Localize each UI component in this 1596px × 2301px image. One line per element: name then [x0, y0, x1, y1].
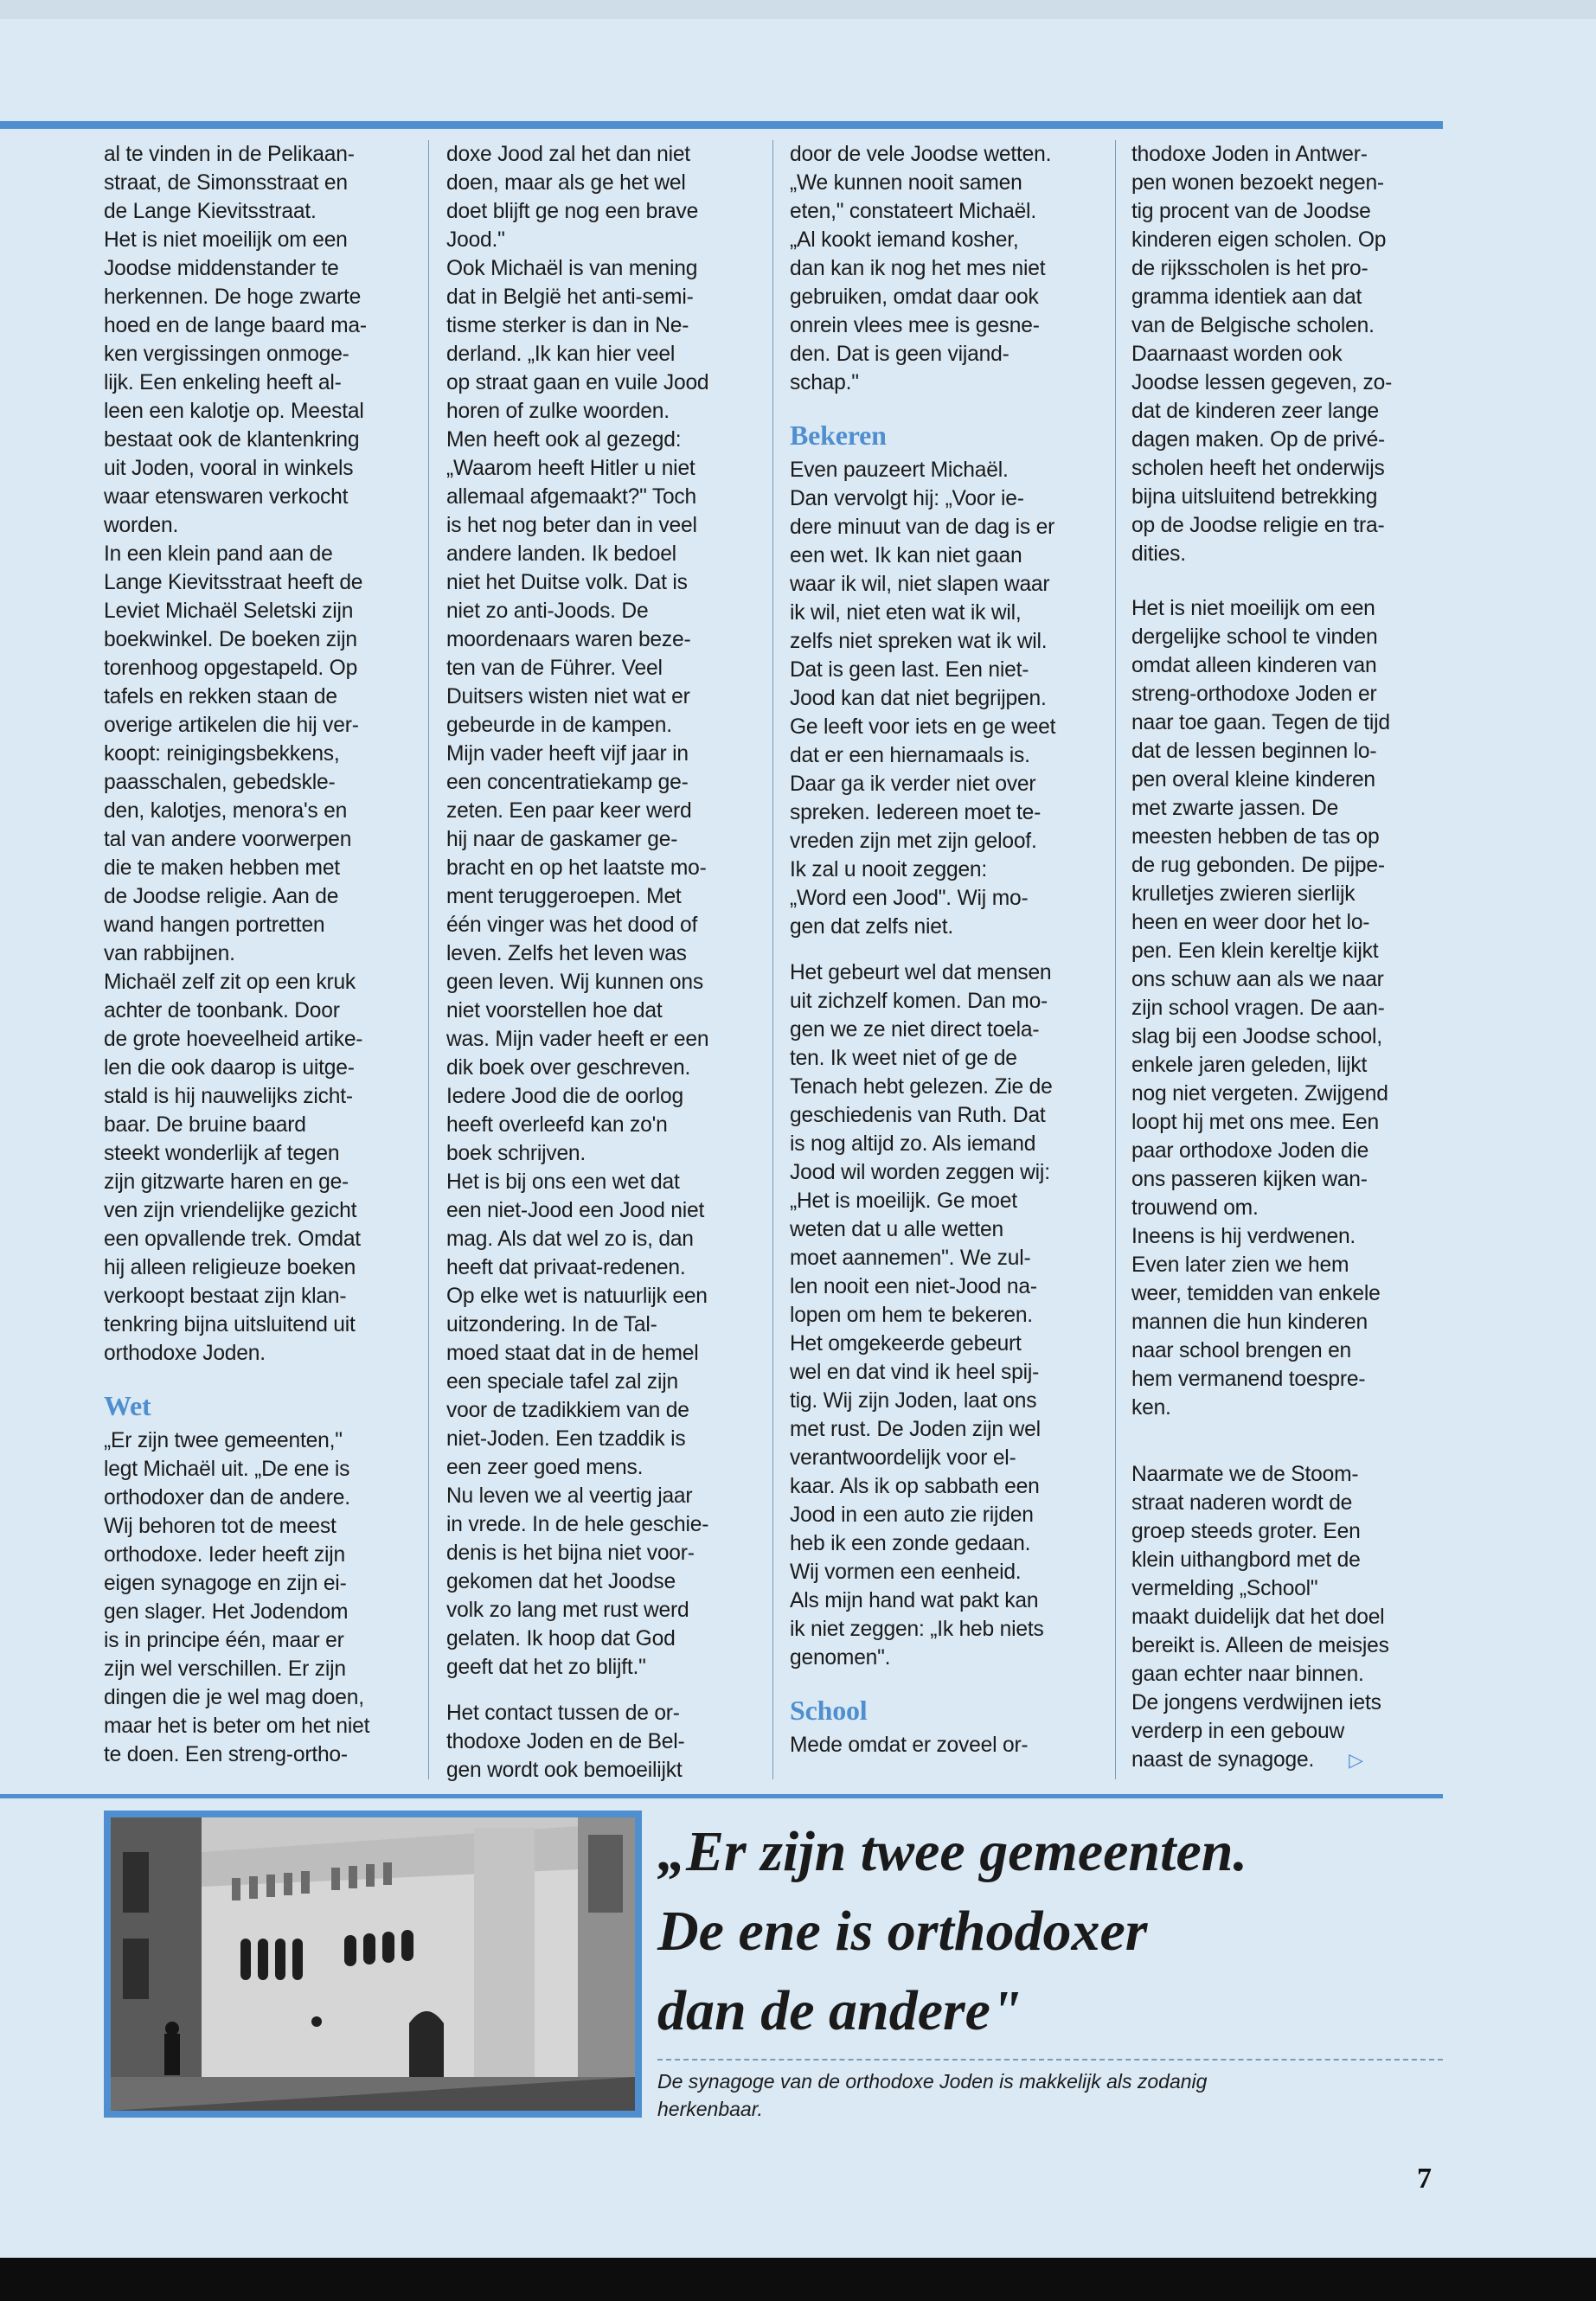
text-line: Nu leven we al veertig jaar	[446, 1484, 693, 1508]
text-line: gelaten. Ik hoop dat God	[446, 1627, 676, 1650]
text-line: niet voorstellen hoe dat	[446, 999, 663, 1022]
text-line: „Word een Jood". Wij mo-	[790, 887, 1029, 910]
text-line: koopt: reinigingsbekkens,	[104, 742, 340, 766]
text-line: op de Joodse religie en tra-	[1131, 514, 1385, 537]
text-line: zeten. Een paar keer werd	[446, 799, 692, 823]
text-line: straat naderen wordt de	[1131, 1491, 1353, 1515]
text-line: derland. „Ik kan hier veel	[446, 343, 676, 366]
text-line: ik wil, niet eten wat ik wil,	[790, 601, 1022, 625]
text-line: Op elke wet is natuurlijk een	[446, 1285, 708, 1308]
text-line: Even later zien we hem	[1131, 1253, 1349, 1277]
text-line: „Het is moeilijk. Ge moet	[790, 1189, 1017, 1213]
text-line: hij naar de gaskamer ge-	[446, 828, 678, 851]
text-line: spreken. Iedereen moet te-	[790, 801, 1042, 824]
text-line: moet aannemen". We zul-	[790, 1247, 1031, 1270]
text-line: moordenaars waren beze-	[446, 628, 691, 651]
text-line: tig. Wij zijn Joden, laat ons	[790, 1389, 1037, 1413]
column-divider	[428, 140, 429, 1779]
text-line: Als mijn hand wat pakt kan	[790, 1589, 1039, 1612]
text-line: dat de kinderen zeer lange	[1131, 400, 1380, 423]
pull-quote	[657, 1812, 1557, 2051]
subheading-school: School	[790, 1695, 868, 1726]
text-line: scholen heeft het onderwijs	[1131, 457, 1385, 480]
text-line: trouwend om.	[1131, 1196, 1259, 1220]
text-line: andere landen. Ik bedoel	[446, 542, 676, 566]
text-line: doxe Jood zal het dan niet	[446, 143, 690, 166]
text-line: Wij vormen een eenheid.	[790, 1561, 1022, 1584]
text-line: Ge leeft voor iets en ge weet	[790, 715, 1056, 739]
column-4-body	[1131, 140, 1447, 568]
text-line: maakt duidelijk dat het doel	[1131, 1606, 1385, 1629]
text-line: bestaat ook de klantenkring	[104, 428, 360, 452]
text-line: horen of zulke woorden.	[446, 400, 670, 423]
text-line: Duitsers wisten niet wat er	[446, 685, 690, 708]
text-line: de rug gebonden. De pijpe-	[1131, 854, 1385, 877]
text-line: gen dat zelfs niet.	[790, 915, 953, 939]
text-line: weten dat u alle wetten	[790, 1218, 1003, 1241]
text-line: uit Joden, vooral in winkels	[104, 457, 354, 480]
text-line: orthodoxer dan de andere.	[104, 1486, 350, 1509]
text-line: naast de synagoge. ▷	[1131, 1748, 1363, 1772]
text-line: klein uithangbord met de	[1131, 1548, 1361, 1572]
text-line: op straat gaan en vuile Jood	[446, 371, 709, 394]
text-line: uit zichzelf komen. Dan mo-	[790, 990, 1048, 1013]
text-line: Het omgekeerde gebeurt	[790, 1332, 1022, 1356]
text-line: genomen".	[790, 1646, 891, 1670]
text-line: heeft overleefd kan zo'n	[446, 1113, 668, 1137]
text-line: zijn school vragen. De aan-	[1131, 997, 1385, 1020]
text-line: Mede omdat er zoveel or-	[790, 1734, 1029, 1757]
text-line: bereikt is. Alleen de meisjes	[1131, 1634, 1389, 1657]
text-line: worden.	[104, 514, 179, 537]
text-line: pen overal kleine kinderen	[1131, 768, 1375, 792]
caption-line: De synagoge van de orthodoxe Joden is makkelijk als zodanig	[657, 2070, 1208, 2093]
text-line: uitzondering. In de Tal-	[446, 1313, 657, 1336]
text-line: dat de lessen beginnen lo-	[1131, 740, 1377, 763]
text-line: gramma identiek aan dat	[1131, 285, 1362, 309]
text-line: boekwinkel. De boeken zijn	[104, 628, 357, 651]
text-line: steekt wonderlijk af tegen	[104, 1142, 340, 1165]
text-line: verderp in een gebouw	[1131, 1720, 1345, 1743]
text-line: stald is hij nauwelijks zicht-	[104, 1085, 353, 1108]
subheading-wet: Wet	[104, 1390, 151, 1421]
text-line: zijn gitzwarte haren en ge-	[104, 1170, 349, 1194]
synagogue-illustration	[111, 1817, 635, 2111]
text-line: door de vele Joodse wetten.	[790, 143, 1052, 166]
text-line: mag. Als dat wel zo is, dan	[446, 1227, 694, 1251]
text-line: geschiedenis van Ruth. Dat	[790, 1104, 1046, 1127]
text-line: dan kan ik nog het mes niet	[790, 257, 1046, 280]
text-line: weer, temidden van enkele	[1131, 1282, 1381, 1305]
column-4-body-3	[1131, 1460, 1447, 1774]
text-line: denis is het bijna niet voor-	[446, 1541, 695, 1565]
article-column-1	[104, 140, 420, 1769]
text-line: eten," constateert Michaël.	[790, 200, 1036, 223]
text-line: al te vinden in de Pelikaan-	[104, 143, 355, 166]
text-line: orthodoxe. Ieder heeft zijn	[104, 1543, 345, 1567]
text-line: bijna uitsluitend betrekking	[1131, 485, 1378, 509]
caption-line: herkenbaar.	[657, 2098, 763, 2120]
column-3-body-4	[790, 1731, 1106, 1759]
text-line: orthodoxe Joden.	[104, 1342, 266, 1365]
text-line: legt Michaël uit. „De ene is	[104, 1458, 350, 1481]
photo-frame	[104, 1811, 642, 2118]
text-line: ons passeren kijken wan-	[1131, 1168, 1368, 1191]
text-line: een zeer goed mens.	[446, 1456, 644, 1479]
text-line: doen, maar als ge het wel	[446, 171, 686, 195]
continue-triangle-icon: ▷	[1349, 1749, 1363, 1771]
text-line: Het gebeurt wel dat mensen	[790, 961, 1052, 984]
article-column-3	[790, 140, 1106, 1759]
text-line: niet-Joden. Een tzaddik is	[446, 1427, 686, 1451]
text-line: dities.	[1131, 542, 1186, 566]
text-line: Ik zal u nooit zeggen:	[790, 858, 988, 881]
text-line: Ook Michaël is van mening	[446, 257, 698, 280]
column-2-body	[446, 140, 762, 1682]
text-line: naar toe gaan. Tegen de tijd	[1131, 711, 1390, 734]
text-line: niet het Duitse volk. Dat is	[446, 571, 688, 594]
text-line: een niet-Jood een Jood niet	[446, 1199, 705, 1222]
text-line: streng-orthodoxe Joden er	[1131, 683, 1377, 706]
pull-quote-line: dan de andere"	[657, 1979, 1022, 2042]
text-line: Het contact tussen de or-	[446, 1702, 680, 1725]
text-line: Joodse middenstander te	[104, 257, 339, 280]
mid-blue-rule	[0, 1794, 1443, 1798]
text-line: boek schrijven.	[446, 1142, 586, 1165]
text-line: de Lange Kievitsstraat.	[104, 200, 317, 223]
text-line: de Joodse religie. Aan de	[104, 885, 339, 908]
text-line: krulletjes zwieren sierlijk	[1131, 882, 1356, 906]
photo-caption	[657, 2067, 1436, 2123]
text-line: is het nog beter dan in veel	[446, 514, 697, 537]
text-line: de rijksscholen is het pro-	[1131, 257, 1368, 280]
text-line: wand hangen portretten	[104, 913, 325, 937]
text-line: paasschalen, gebedskle-	[104, 771, 336, 794]
text-line: overige artikelen die hij ver-	[104, 714, 359, 737]
text-line: torenhoog opgestapeld. Op	[104, 657, 358, 680]
column-3-body	[790, 140, 1106, 397]
text-line: een concentratiekamp ge-	[446, 771, 689, 794]
text-line: gen wordt ook bemoeilijkt	[446, 1759, 683, 1782]
text-line: waar ik wil, niet slapen waar	[790, 573, 1050, 596]
text-line: ten. Ik weet niet of ge de	[790, 1047, 1017, 1070]
text-line: Even pauzeert Michaël.	[790, 458, 1009, 482]
text-line: Tenach hebt gelezen. Zie de	[790, 1075, 1053, 1099]
text-line: naar school brengen en	[1131, 1339, 1352, 1362]
text-line: Het is bij ons een wet dat	[446, 1170, 680, 1194]
text-line: één vinger was het dood of	[446, 913, 698, 937]
text-line: „Er zijn twee gemeenten,"	[104, 1429, 343, 1452]
text-line: groep steeds groter. Een	[1131, 1520, 1361, 1543]
text-line: tenkring bijna uitsluitend uit	[104, 1313, 356, 1336]
text-line: verantwoordelijk voor el-	[790, 1446, 1016, 1470]
text-line: ven zijn vriendelijke gezicht	[104, 1199, 357, 1222]
text-line: Het is niet moeilijk om een	[1131, 597, 1375, 620]
text-line: geeft dat het zo blijft."	[446, 1656, 646, 1679]
text-line: gen slager. Het Jodendom	[104, 1600, 349, 1624]
text-line: allemaal afgemaakt?" Toch	[446, 485, 697, 509]
text-line: In een klein pand aan de	[104, 542, 333, 566]
text-line: onrein vlees mee is gesne-	[790, 314, 1040, 337]
text-line: verkoopt bestaat zijn klan-	[104, 1285, 347, 1308]
text-line: Wij behoren tot de meest	[104, 1515, 337, 1538]
text-line: herkennen. De hoge zwarte	[104, 285, 362, 309]
text-line: in vrede. In de hele geschie-	[446, 1513, 709, 1536]
text-line: dagen maken. Op de privé-	[1131, 428, 1386, 452]
text-line: len nooit een niet-Jood na-	[790, 1275, 1037, 1298]
text-line: met zwarte jassen. De	[1131, 797, 1339, 820]
text-line: baar. De bruine baard	[104, 1113, 306, 1137]
scan-bottom-edge	[0, 2258, 1596, 2301]
text-line: Men heeft ook al gezegd:	[446, 428, 682, 452]
pull-quote-line: „Er zijn twee gemeenten.	[657, 1820, 1247, 1883]
text-line: dik boek over geschreven.	[446, 1056, 691, 1080]
text-line: len die ook daarop is uitge-	[104, 1056, 355, 1080]
top-blue-rule	[0, 121, 1443, 129]
text-line: pen. Een klein kereltje kijkt	[1131, 939, 1379, 963]
text-line: vermelding „School"	[1131, 1577, 1318, 1600]
text-line: loopt hij met ons mee. Een	[1131, 1111, 1379, 1134]
text-line: schap."	[790, 371, 859, 394]
text-line: Daarnaast worden ook	[1131, 343, 1343, 366]
column-4-body-2	[1131, 594, 1447, 1422]
text-line: nog niet vergeten. Zwijgend	[1131, 1082, 1388, 1106]
text-line: tal van andere voorwerpen	[104, 828, 352, 851]
text-line: heb ik een zonde gedaan.	[790, 1532, 1031, 1555]
text-line: hem vermanend toespre-	[1131, 1368, 1366, 1391]
column-divider	[1115, 140, 1116, 1779]
text-line: dere minuut van de dag is er	[790, 516, 1055, 539]
text-line: vreden zijn met zijn geloof.	[790, 830, 1037, 853]
text-line: waar etenswaren verkocht	[104, 485, 349, 509]
text-line: Leviet Michaël Seletski zijn	[104, 599, 354, 623]
text-line: enkele jaren geleden, lijkt	[1131, 1054, 1368, 1077]
text-line: Dan vervolgt hij: „Voor ie-	[790, 487, 1024, 510]
text-line: Daar ga ik verder niet over	[790, 772, 1036, 796]
text-line: slag bij een Joodse school,	[1131, 1025, 1382, 1048]
text-line: gen we ze niet direct toela-	[790, 1018, 1040, 1042]
pull-quote-line: De ene is orthodoxer	[657, 1900, 1148, 1963]
scan-top-edge	[0, 0, 1596, 19]
text-line: Joodse lessen gegeven, zo-	[1131, 371, 1393, 394]
text-line: ment teruggeroepen. Met	[446, 885, 682, 908]
text-line: heeft dat privaat-redenen.	[446, 1256, 686, 1279]
text-line: leen een kalotje op. Meestal	[104, 400, 364, 423]
text-line: omdat alleen kinderen van	[1131, 654, 1377, 677]
text-line: dat in België het anti-semi-	[446, 285, 694, 309]
text-line: ten van de Führer. Veel	[446, 657, 663, 680]
text-line: mannen die hun kinderen	[1131, 1311, 1368, 1334]
text-line: achter de toonbank. Door	[104, 999, 340, 1022]
text-line: hij alleen religieuze boeken	[104, 1256, 356, 1279]
text-line: is nog altijd zo. Als iemand	[790, 1132, 1036, 1156]
text-line: pen wonen bezoekt negen-	[1131, 171, 1384, 195]
column-3-body-3	[790, 958, 1106, 1672]
text-line: De jongens verdwijnen iets	[1131, 1691, 1381, 1715]
article-column-2	[446, 140, 762, 1785]
text-line: dergelijke school te vinden	[1131, 625, 1378, 649]
text-line: een wet. Ik kan niet gaan	[790, 544, 1022, 567]
text-line: een opvallende trek. Omdat	[104, 1227, 361, 1251]
text-line: voor de tzadikkiem van de	[446, 1399, 689, 1422]
text-line: „We kunnen nooit samen	[790, 171, 1022, 195]
text-line: wel en dat vind ik heel spij-	[790, 1361, 1040, 1384]
text-line: eigen synagoge en zijn ei-	[104, 1572, 347, 1595]
text-line: den, kalotjes, menora's en	[104, 799, 348, 823]
text-line: Dat is geen last. Een niet-	[790, 658, 1029, 682]
article-column-4	[1131, 140, 1447, 1774]
text-line: bracht en op het laatste mo-	[446, 856, 707, 880]
text-line: Lange Kievitsstraat heeft de	[104, 571, 363, 594]
text-line: te doen. Een streng-ortho-	[104, 1743, 348, 1766]
text-line: paar orthodoxe Joden die	[1131, 1139, 1369, 1163]
text-line: die te maken hebben met	[104, 856, 340, 880]
text-line: Michaël zelf zit op een kruk	[104, 971, 356, 994]
subheading-bekeren: Bekeren	[790, 420, 887, 451]
text-line: kinderen eigen scholen. Op	[1131, 228, 1387, 252]
text-line: Het is niet moeilijk om een	[104, 228, 348, 252]
text-line: tig procent van de Joodse	[1131, 200, 1371, 223]
text-line: gekomen dat het Joodse	[446, 1570, 676, 1593]
text-line: van rabbijnen.	[104, 942, 235, 965]
text-line: leven. Zelfs het leven was	[446, 942, 687, 965]
text-line: kaar. Als ik op sabbath een	[790, 1475, 1040, 1498]
text-line: „Al kookt iemand kosher,	[790, 228, 1019, 252]
text-line: zelfs niet spreken wat ik wil.	[790, 630, 1048, 653]
text-line: zijn wel verschillen. Er zijn	[104, 1657, 346, 1681]
text-line: gaan echter naar binnen.	[1131, 1663, 1364, 1686]
text-line: doet blijft ge nog een brave	[446, 200, 699, 223]
text-line: gebeurde in de kampen.	[446, 714, 672, 737]
text-line: maar het is beter om het niet	[104, 1715, 370, 1738]
column-2-body-2	[446, 1699, 762, 1785]
text-line: een speciale tafel zal zijn	[446, 1370, 679, 1394]
text-line: ons schuw aan als we naar	[1131, 968, 1384, 991]
page-number: 7	[1417, 2163, 1432, 2195]
column-1-body-2	[104, 1426, 420, 1769]
text-line: Iedere Jood die de oorlog	[446, 1085, 683, 1108]
text-line: gebruiken, omdat daar ook	[790, 285, 1039, 309]
text-line: ik niet zeggen: „Ik heb niets	[790, 1618, 1044, 1641]
text-line: meesten hebben de tas op	[1131, 825, 1380, 849]
synagogue-photo	[111, 1817, 635, 2111]
text-line: Jood."	[446, 228, 505, 252]
text-line: was. Mijn vader heeft er een	[446, 1028, 709, 1051]
text-line: met rust. De Joden zijn wel	[790, 1418, 1041, 1441]
text-line: de grote hoeveelheid artike-	[104, 1028, 363, 1051]
text-line: moed staat dat in de hemel	[446, 1342, 699, 1365]
text-line: van de Belgische scholen.	[1131, 314, 1375, 337]
text-line: ken vergissingen onmoge-	[104, 343, 349, 366]
text-line: geen leven. Wij kunnen ons	[446, 971, 703, 994]
column-divider	[772, 140, 773, 1779]
text-line: den. Dat is geen vijand-	[790, 343, 1010, 366]
text-line: niet zo anti-Joods. De	[446, 599, 649, 623]
text-line: Mijn vader heeft vijf jaar in	[446, 742, 689, 766]
text-line: tisme sterker is dan in Ne-	[446, 314, 689, 337]
text-line: ken.	[1131, 1396, 1171, 1420]
text-line: lijk. Een enkeling heeft al-	[104, 371, 342, 394]
text-line: Jood in een auto zie rijden	[790, 1503, 1034, 1527]
text-line: hoed en de lange baard ma-	[104, 314, 367, 337]
text-line: is in principe één, maar er	[104, 1629, 344, 1652]
text-line: dat er een hiernamaals is.	[790, 744, 1030, 767]
column-3-body-2	[790, 456, 1106, 941]
text-line: dingen die je wel mag doen,	[104, 1686, 364, 1709]
text-line: „Waarom heeft Hitler u niet	[446, 457, 695, 480]
text-line: Jood kan dat niet begrijpen.	[790, 687, 1047, 710]
text-line: tafels en rekken staan de	[104, 685, 337, 708]
text-line: Jood wil worden zeggen wij:	[790, 1161, 1050, 1184]
caption-rule	[657, 2059, 1443, 2061]
text-line: heen en weer door het lo-	[1131, 911, 1370, 934]
text-line: thodoxe Joden en de Bel-	[446, 1730, 685, 1753]
text-line: lopen om hem te bekeren.	[790, 1304, 1033, 1327]
column-1-body	[104, 140, 420, 1368]
text-line: volk zo lang met rust werd	[446, 1599, 689, 1622]
text-line: straat, de Simonsstraat en	[104, 171, 348, 195]
text-line: Naarmate we de Stoom-	[1131, 1463, 1359, 1486]
text-line: thodoxe Joden in Antwer-	[1131, 143, 1368, 166]
text-line: Ineens is hij verdwenen.	[1131, 1225, 1356, 1248]
